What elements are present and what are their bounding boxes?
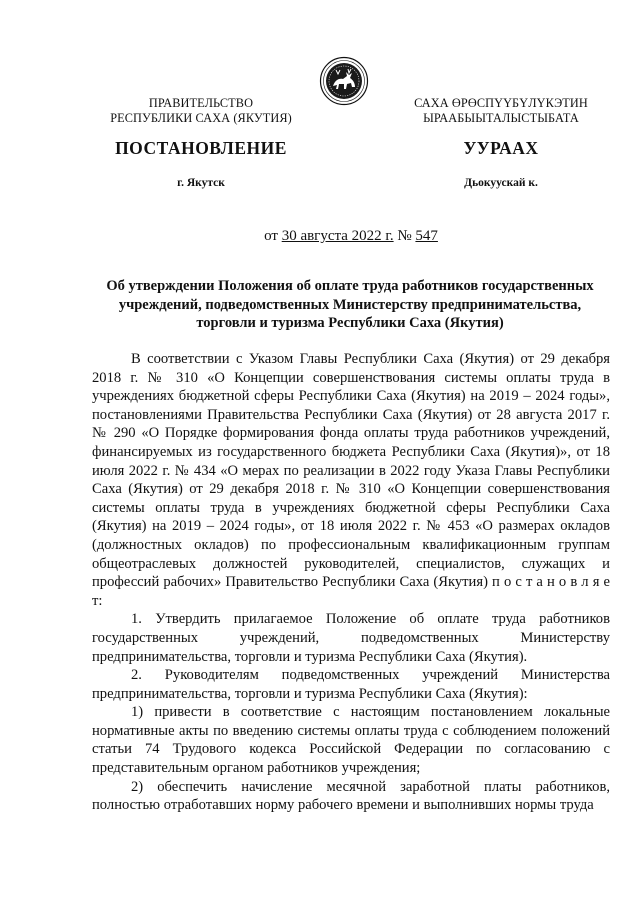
dateline-prefix: от (264, 228, 282, 244)
doc-type-ru: ПОСТАНОВЛЕНИЕ (115, 138, 287, 158)
emblem-icon (319, 56, 369, 106)
government-name-ru (90, 96, 312, 126)
government-name-sah (390, 96, 612, 126)
paragraph-subitem-2: 2) обеспечить начисление месячной заработной платы работников, полностью отработавших норму рабочего времени и выполнивших нормы труда (92, 778, 610, 814)
decree-body (92, 350, 610, 815)
government-name-sah-line1: САХА ӨРӨСПҮҮБҮЛҮКЭТИН (414, 96, 588, 110)
decree-dateline (90, 228, 612, 245)
doc-type-sah: УУРААХ (463, 138, 539, 158)
paragraph-subitem-1: 1) привести в соответствие с настоящим постановлением локальные нормативные акты по введению системы оплаты труда с соблюдением положений статьи 74 Трудового кодекса Российской Федерации по согласованию с представительным органом работников учреждения; (92, 704, 610, 777)
paragraph-item-2: 2. Руководителям подведомственных учреждений Министерства предпринимательства, торговли и туризма Республики Саха (Якутия): (92, 667, 610, 702)
decree-date: 30 августа 2022 г. (281, 228, 394, 244)
paragraph-preamble: В соответствии с Указом Главы Республики Саха (Якутия) от 29 декабря 2018 г. № 310 «О Концепции совершенствования системы оплаты труда в учреждениях бюджетной сферы Республики Саха (Якутия) на 2019 – 2024 годы», постановлениями Правительства Республики Саха (Якутия) от 28 августа 2017 г. № 290 «О Порядке формирования фонда оплаты труда работников учреждений, финансируемых из государственного бюджета Республики Саха (Якутия)», от 18 июля 2022 г. № 434 «О мерах по реализации в 2022 году Указа Главы Республики Саха (Якутия) от 29 декабря 2018 г. № 310 «О Концепции совершенствования системы оплаты труда в учреждениях бюджетной сферы Республики Саха (Якутия) на 2019 – 2024 годы», от 18 июля 2022 г. № 453 «О размерах окладов (должностных окладов) по профессиональным квалификационным группам общеотраслевых должностей руководителей, специалистов, служащих и профессий рабочих» Правительство Республики Саха (Якутия) п о с т а н о в л я е т: (92, 351, 610, 609)
dateline-separator: № (393, 228, 416, 244)
city-sah: Дьокуускай к. (464, 177, 538, 189)
government-name-ru-line2: РЕСПУБЛИКИ САХА (ЯКУТИЯ) (110, 111, 292, 125)
decree-number: 547 (415, 228, 438, 244)
government-name-ru-line1: ПРАВИТЕЛЬСТВО (148, 96, 254, 110)
decree-title: Об утверждении Положения об оплате труда работников государственных учреждений, подведомственных Министерству предпринимательства, торговли и туризма Республики Саха (Якутия) (106, 278, 594, 331)
government-name-sah-line2: ЫРААБЫЫТАЛЫСТЫБАТА (423, 111, 579, 125)
paragraph-item-1: 1. Утвердить прилагаемое Положение об оплате труда работников государственных учреждений, подведомственных Министерству предпринимательства, торговли и туризма Республики Саха (Якутия). (92, 611, 610, 665)
city-ru: г. Якутск (177, 177, 225, 189)
